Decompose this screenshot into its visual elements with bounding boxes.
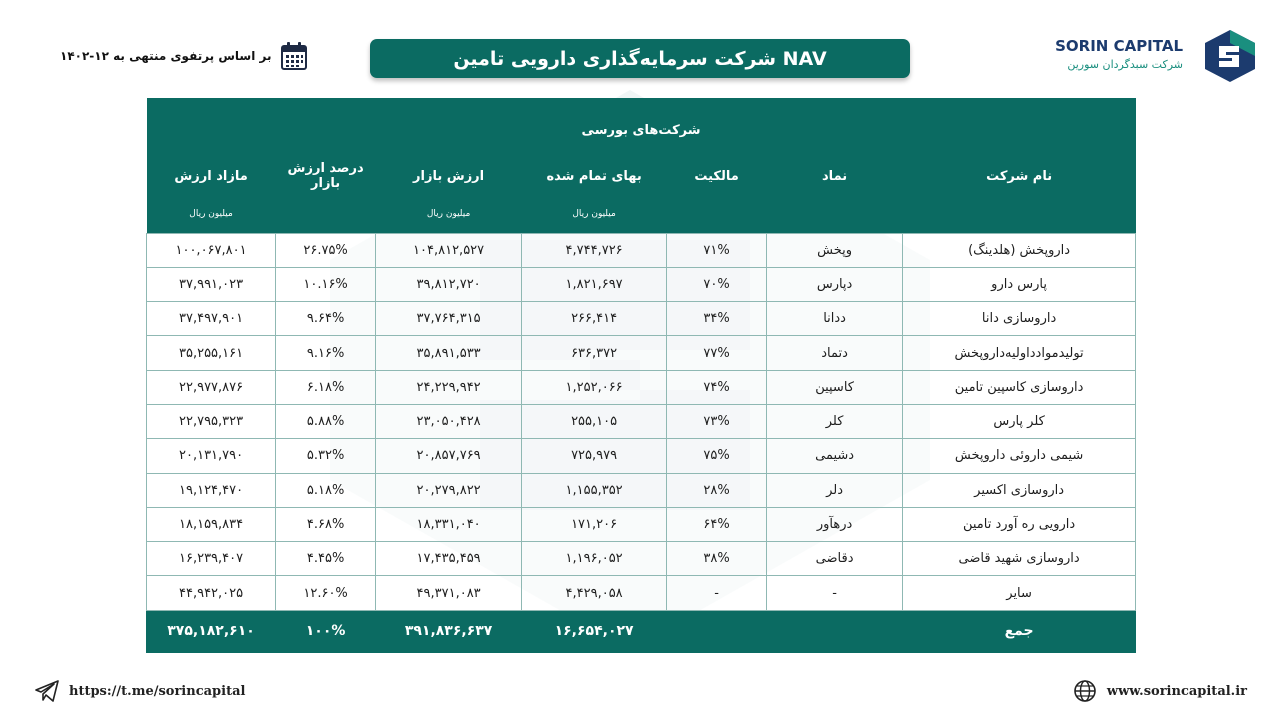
cell-ownership: ۳۴% <box>667 302 767 336</box>
column-unit-2 <box>667 196 767 233</box>
cell-name: پارس دارو <box>903 267 1136 301</box>
cell-ownership: - <box>667 576 767 610</box>
column-header-2: مالکیت <box>667 156 767 196</box>
logo-name-en: SORIN CAPITAL <box>1055 37 1183 55</box>
telegram-url[interactable]: https://t.me/sorincapital <box>69 683 246 699</box>
table-row <box>147 370 1136 404</box>
cell-surplus: ۱۶,۲۳۹,۴۰۷ <box>147 542 276 576</box>
calendar-icon <box>281 42 307 70</box>
table-row <box>147 576 1136 610</box>
cell-surplus: ۱۹,۱۲۴,۴۷۰ <box>147 473 276 507</box>
cell-surplus: ۳۷,۹۹۱,۰۲۳ <box>147 267 276 301</box>
website-link[interactable] <box>1073 680 1247 702</box>
cell-name: داروسازی شهید قاضی <box>903 542 1136 576</box>
cell-name: داروپخش (هلدینگ) <box>903 233 1136 267</box>
cell-ownership: ۷۳% <box>667 404 767 438</box>
cell-symbol: درهآور <box>767 507 903 541</box>
telegram-icon <box>35 680 59 702</box>
cell-market-pct: ۵.۳۲% <box>276 439 376 473</box>
cell-ownership: ۷۴% <box>667 370 767 404</box>
cell-market-value: ۲۰,۸۵۷,۷۶۹ <box>376 439 522 473</box>
cell-name: داروسازی دانا <box>903 302 1136 336</box>
cell-symbol: دپارس <box>767 267 903 301</box>
page-title-bar <box>370 39 910 78</box>
cell-symbol: ددانا <box>767 302 903 336</box>
cell-ownership: ۲۸% <box>667 473 767 507</box>
cell-market-value: ۲۰,۲۷۹,۸۲۲ <box>376 473 522 507</box>
cell-ownership: ۷۱% <box>667 233 767 267</box>
table-row <box>147 473 1136 507</box>
cell-cost: ۴,۷۴۴,۷۲۶ <box>522 233 667 267</box>
cell-market-value: ۳۹,۸۱۲,۷۲۰ <box>376 267 522 301</box>
cell-surplus: ۱۸,۱۵۹,۸۳۴ <box>147 507 276 541</box>
cell-cost: ۴,۴۲۹,۰۵۸ <box>522 576 667 610</box>
column-header-4: ارزش بازار <box>376 156 522 196</box>
cell-market-pct: ۱۲.۶۰% <box>276 576 376 610</box>
basis-note <box>60 42 307 70</box>
cell-market-pct: ۹.۶۴% <box>276 302 376 336</box>
cell-market-value: ۱۰۴,۸۱۲,۵۲۷ <box>376 233 522 267</box>
column-unit-1 <box>767 196 903 233</box>
table-total-row <box>147 610 1136 652</box>
table-units-row <box>147 196 1136 233</box>
cell-symbol: - <box>767 576 903 610</box>
cell-cost: ۱,۸۲۱,۶۹۷ <box>522 267 667 301</box>
basis-note-text: بر اساس پرتفوی منتهی به ۱۲-۱۴۰۲ <box>60 49 272 63</box>
cell-surplus: ۲۲,۹۷۷,۸۷۶ <box>147 370 276 404</box>
column-header-1: نماد <box>767 156 903 196</box>
total-cost: ۱۶,۶۵۴,۰۲۷ <box>522 610 667 652</box>
logo-mark-icon <box>1205 30 1255 82</box>
column-unit-3: میلیون ریال <box>522 196 667 233</box>
cell-cost: ۱,۲۵۲,۰۶۶ <box>522 370 667 404</box>
column-header-0: نام شرکت <box>903 156 1136 196</box>
cell-ownership: ۷۵% <box>667 439 767 473</box>
table-row <box>147 267 1136 301</box>
sorin-capital-logo <box>1055 30 1255 85</box>
cell-symbol: کاسپین <box>767 370 903 404</box>
cell-name: کلر پارس <box>903 404 1136 438</box>
table-row <box>147 336 1136 370</box>
cell-symbol: دقاضی <box>767 542 903 576</box>
total-market-pct: ۱۰۰% <box>276 610 376 652</box>
page-title: NAV شرکت سرمایه‌گذاری دارویی تامین <box>453 47 827 70</box>
cell-name: سایر <box>903 576 1136 610</box>
table-header-row <box>147 156 1136 196</box>
total-surplus: ۳۷۵,۱۸۲,۶۱۰ <box>147 610 276 652</box>
globe-icon <box>1073 680 1097 702</box>
cell-market-pct: ۶.۱۸% <box>276 370 376 404</box>
cell-cost: ۷۲۵,۹۷۹ <box>522 439 667 473</box>
cell-cost: ۱,۱۵۵,۳۵۲ <box>522 473 667 507</box>
table-row <box>147 404 1136 438</box>
website-url[interactable]: www.sorincapital.ir <box>1106 683 1247 699</box>
cell-market-value: ۳۵,۸۹۱,۵۳۳ <box>376 336 522 370</box>
table-row <box>147 542 1136 576</box>
column-unit-6: میلیون ریال <box>147 196 276 233</box>
cell-surplus: ۲۲,۷۹۵,۳۲۳ <box>147 404 276 438</box>
cell-market-value: ۴۹,۳۷۱,۰۸۳ <box>376 576 522 610</box>
cell-surplus: ۱۰۰,۰۶۷,۸۰۱ <box>147 233 276 267</box>
cell-cost: ۱۷۱,۲۰۶ <box>522 507 667 541</box>
cell-cost: ۲۵۵,۱۰۵ <box>522 404 667 438</box>
table-group-title: شرکت‌های بورسی <box>147 98 1136 156</box>
cell-name: داروسازی کاسپین تامین <box>903 370 1136 404</box>
cell-market-value: ۱۷,۴۳۵,۴۵۹ <box>376 542 522 576</box>
cell-cost: ۲۶۶,۴۱۴ <box>522 302 667 336</box>
cell-name: دارویی ره آورد تامین <box>903 507 1136 541</box>
cell-market-pct: ۵.۱۸% <box>276 473 376 507</box>
logo-name-fa: شرکت سبدگردان سورین <box>1067 58 1183 71</box>
cell-surplus: ۳۵,۲۵۵,۱۶۱ <box>147 336 276 370</box>
cell-market-pct: ۴.۴۵% <box>276 542 376 576</box>
column-unit-5 <box>276 196 376 233</box>
nav-table-container <box>146 98 1135 653</box>
cell-market-pct: ۵.۸۸% <box>276 404 376 438</box>
total-label: جمع <box>903 610 1136 652</box>
cell-symbol: دلر <box>767 473 903 507</box>
cell-market-pct: ۹.۱۶% <box>276 336 376 370</box>
cell-ownership: ۶۴% <box>667 507 767 541</box>
cell-market-value: ۳۷,۷۶۴,۳۱۵ <box>376 302 522 336</box>
cell-market-pct: ۱۰.۱۶% <box>276 267 376 301</box>
nav-table <box>146 98 1136 653</box>
cell-symbol: کلر <box>767 404 903 438</box>
column-unit-0 <box>903 196 1136 233</box>
telegram-link[interactable] <box>35 680 245 702</box>
table-row <box>147 507 1136 541</box>
total-symbol-empty <box>767 610 903 652</box>
cell-ownership: ۷۷% <box>667 336 767 370</box>
cell-symbol: دتماد <box>767 336 903 370</box>
total-market-value: ۳۹۱,۸۳۶,۶۳۷ <box>376 610 522 652</box>
table-body <box>147 233 1136 610</box>
column-header-6: مازاد ارزش <box>147 156 276 196</box>
column-unit-4: میلیون ریال <box>376 196 522 233</box>
cell-market-value: ۲۳,۰۵۰,۴۲۸ <box>376 404 522 438</box>
table-row <box>147 233 1136 267</box>
table-row <box>147 439 1136 473</box>
total-ownership-empty <box>667 610 767 652</box>
cell-surplus: ۴۴,۹۴۲,۰۲۵ <box>147 576 276 610</box>
table-row <box>147 302 1136 336</box>
cell-cost: ۶۳۶,۳۷۲ <box>522 336 667 370</box>
cell-surplus: ۲۰,۱۳۱,۷۹۰ <box>147 439 276 473</box>
cell-surplus: ۳۷,۴۹۷,۹۰۱ <box>147 302 276 336</box>
cell-ownership: ۷۰% <box>667 267 767 301</box>
cell-ownership: ۳۸% <box>667 542 767 576</box>
cell-market-value: ۲۴,۲۲۹,۹۴۲ <box>376 370 522 404</box>
column-header-3: بهای تمام شده <box>522 156 667 196</box>
cell-symbol: وپخش <box>767 233 903 267</box>
cell-name: داروسازی اکسیر <box>903 473 1136 507</box>
cell-cost: ۱,۱۹۶,۰۵۲ <box>522 542 667 576</box>
cell-symbol: دشیمی <box>767 439 903 473</box>
cell-market-pct: ۴.۶۸% <box>276 507 376 541</box>
column-header-5: درصد ارزش بازار <box>276 156 376 196</box>
cell-name: شیمی داروئی داروپخش <box>903 439 1136 473</box>
cell-market-pct: ۲۶.۷۵% <box>276 233 376 267</box>
cell-market-value: ۱۸,۳۳۱,۰۴۰ <box>376 507 522 541</box>
cell-name: تولیدموادداولیه‌داروپخش <box>903 336 1136 370</box>
